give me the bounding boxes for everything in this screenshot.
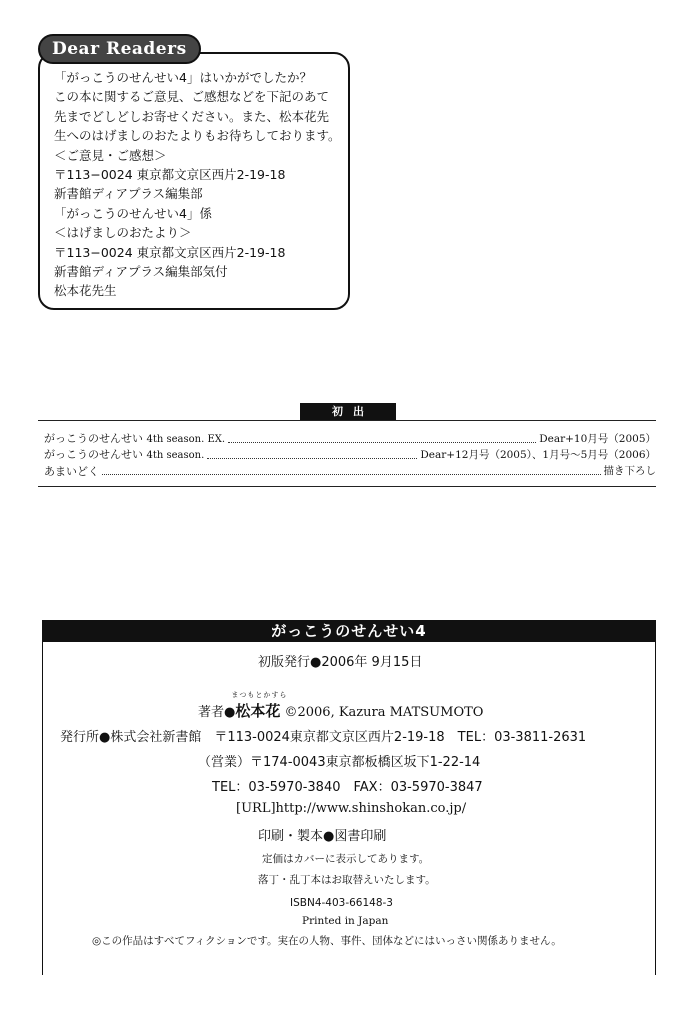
author-line: 著者● まつもとかすら 松本花 ©2006, Kazura MATSUMOTO [198, 691, 484, 720]
dot-leader [207, 458, 417, 459]
first-pub-row [44, 432, 656, 447]
readers-line: ＜ご意見・ご感想＞ [54, 147, 167, 163]
first-pub-top-rule [38, 420, 656, 421]
first-pub-row [44, 448, 656, 463]
pub-title: あまいどく [44, 465, 99, 478]
fiction-note: ◎この作品はすべてフィクションです。実在の人物、事件、団体などにはいっさい関係ありません。 [92, 935, 562, 947]
price-note: 定価はカバーに表示してあります。 [262, 853, 430, 865]
dot-leader [102, 474, 601, 475]
author-name: まつもとかすら 松本花 [231, 691, 288, 720]
pub-title: がっこうのせんせい 4th season. EX. [44, 432, 226, 445]
printer-line: 印刷・製本●図書印刷 [258, 829, 387, 844]
readers-text [54, 68, 341, 301]
pub-source: Dear+12月号（2005）、1月号〜5月号（2006） [420, 449, 656, 461]
sales-phone-fax: TEL：03-5970-3840 FAX：03-5970-3847 [212, 780, 483, 795]
readers-line: 〒113−0024 東京都文京区西片2-19-18 [54, 167, 286, 183]
readers-line: 新書館ディアプラス編集部気付 [54, 264, 228, 280]
first-pub-label: 初出 [300, 403, 396, 420]
dot-leader [228, 442, 536, 443]
first-pub-row [44, 464, 656, 479]
readers-line: 「がっこうのせんせい4」係 [54, 205, 212, 221]
printed-in-japan: Printed in Japan [302, 915, 389, 927]
readers-line: 松本花先生 [54, 283, 117, 299]
readers-box [38, 52, 350, 310]
dear-readers-tab: Dear Readers [38, 34, 201, 64]
sales-address: （営業）〒174-0043東京都板橋区坂下1-22-14 [198, 755, 481, 770]
readers-line: 先までどしどしお寄せください。また、松本花先 [54, 108, 330, 124]
pub-title: がっこうのせんせい 4th season. [44, 448, 205, 461]
colophon-title: がっこうのせんせい4 [42, 620, 656, 642]
author-ruby: まつもとかすら [231, 691, 288, 699]
edition-date: 初版発行●2006年 9月15日 [258, 655, 423, 670]
readers-line: この本に関するご意見、ご感想などを下記のあて [54, 89, 330, 105]
readers-line: 「がっこうのせんせい4」はいかがでしたか？ [54, 70, 312, 85]
readers-line: 〒113−0024 東京都文京区西片2-19-18 [54, 244, 286, 260]
isbn: ISBN4-403-66148-3 [290, 897, 393, 909]
pub-source: Dear+10月号（2005） [539, 433, 656, 445]
readers-line: 新書館ディアプラス編集部 [54, 186, 203, 202]
pub-source: 描き下ろし [603, 465, 656, 477]
first-pub-bottom-rule [38, 486, 656, 487]
defect-note: 落丁・乱丁本はお取替えいたします。 [258, 874, 436, 886]
readers-line: ＜はげましのおたより＞ [54, 225, 192, 241]
publisher-line: 発行所●株式会社新書館 〒113-0024東京都文京区西片2-19-18 TEL：03-3811-2631 [60, 730, 587, 745]
readers-line: 生へのはげましのおたよりもお待ちしております。 [54, 128, 341, 144]
website-url: [URL]http://www.shinshokan.co.jp/ [236, 801, 467, 816]
